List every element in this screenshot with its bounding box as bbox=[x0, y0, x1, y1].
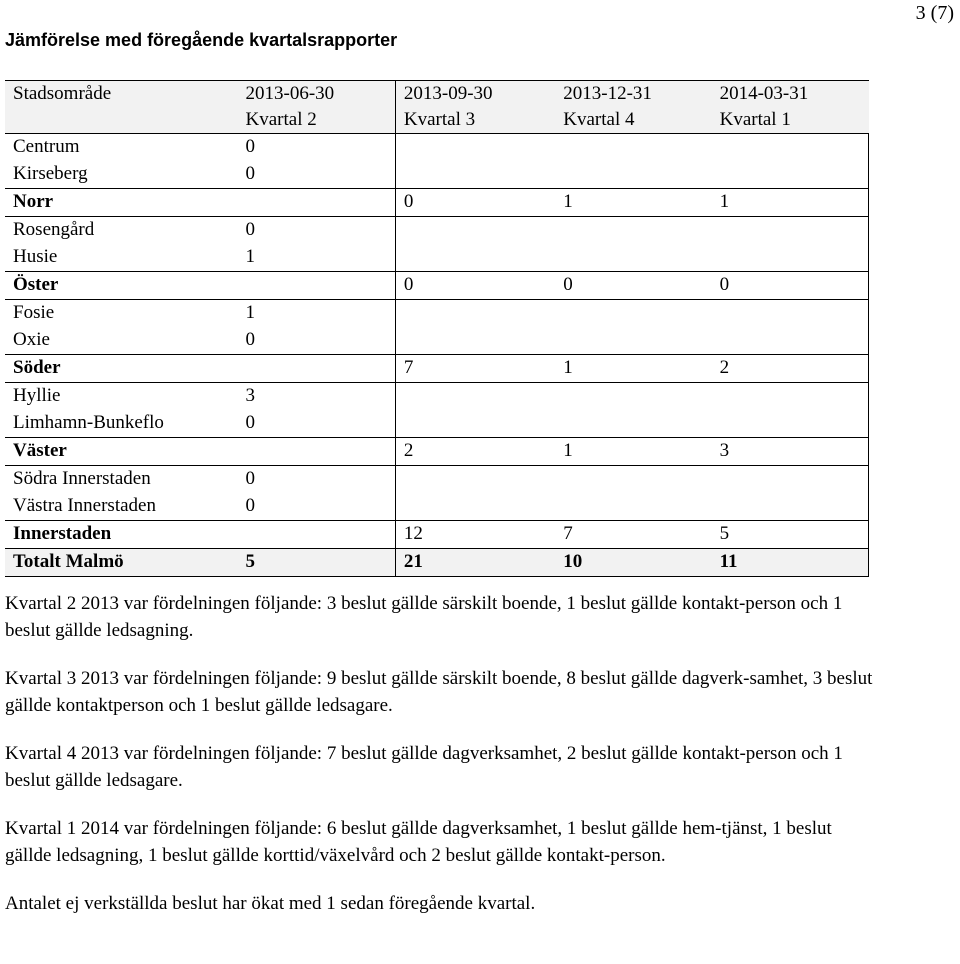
value-q2-2013: 0 bbox=[238, 493, 396, 521]
value-q3-2013: 12 bbox=[395, 521, 555, 549]
value-q2-2013: 1 bbox=[238, 300, 396, 328]
value-q2-2013: 0 bbox=[238, 410, 396, 438]
area-name: Innerstaden bbox=[5, 521, 238, 549]
table-row-district bbox=[5, 383, 869, 411]
value-q2-2013: 0 bbox=[238, 134, 396, 162]
column-header-label: Stadsområde bbox=[13, 83, 112, 104]
note-paragraph: Kvartal 3 2013 var fördelningen följande: 9 beslut gällde särskilt boende, 8 beslut gällde dagverk-samhet, 3 beslut gällde kontaktperson och 1 beslut gällde ledsagare. bbox=[5, 668, 873, 716]
table-row-district bbox=[5, 134, 869, 162]
total-q4-2013: 10 bbox=[555, 549, 711, 577]
value-q2-2013 bbox=[238, 521, 396, 549]
note-paragraph: Kvartal 4 2013 var fördelningen följande: 7 beslut gällde dagverksamhet, 2 beslut gällde kontakt-person och 1 beslut gällde ledsagare. bbox=[5, 743, 843, 791]
table-row-area bbox=[5, 272, 869, 300]
table-row-total bbox=[5, 549, 869, 577]
table-row-district bbox=[5, 466, 869, 494]
table-row-area bbox=[5, 521, 869, 549]
column-header-q1-2014 bbox=[712, 81, 869, 134]
table-header-row bbox=[5, 81, 869, 134]
district-name: Södra Innerstaden bbox=[13, 468, 151, 489]
area-name: Norr bbox=[5, 189, 238, 217]
value-q2-2013: 0 bbox=[238, 327, 396, 355]
total-q3-2013: 21 bbox=[395, 549, 555, 577]
total-q2-2013: 5 bbox=[238, 549, 396, 577]
value-q2-2013 bbox=[238, 438, 396, 466]
value-q1-2014: 5 bbox=[712, 521, 869, 549]
column-header-date: 2013-06-30 bbox=[245, 83, 335, 104]
column-header-q4-2013 bbox=[555, 81, 711, 134]
value-q3-2013: 7 bbox=[395, 355, 555, 383]
note-paragraph: Kvartal 1 2014 var fördelningen följande: 6 beslut gällde dagverksamhet, 1 beslut gällde hem-tjänst, 1 beslut gällde ledsagning, 1 beslut gällde korttid/växelvård och 2 beslut gällde kontakt-person. bbox=[5, 818, 832, 866]
column-header-quarter: Kvartal 1 bbox=[719, 109, 791, 130]
column-header-quarter: Kvartal 4 bbox=[563, 109, 635, 130]
table-row-area bbox=[5, 438, 869, 466]
value-q4-2013: 7 bbox=[555, 521, 711, 549]
district-name: Rosengård bbox=[13, 219, 95, 240]
value-q2-2013: 0 bbox=[238, 466, 396, 494]
district-name: Centrum bbox=[13, 136, 80, 157]
value-q2-2013: 0 bbox=[238, 161, 396, 189]
total-q1-2014: 11 bbox=[712, 549, 869, 577]
empty-merged-cell bbox=[395, 300, 868, 355]
value-q1-2014: 3 bbox=[712, 438, 869, 466]
table-body bbox=[5, 134, 869, 577]
empty-merged-cell bbox=[395, 383, 868, 438]
value-q4-2013: 1 bbox=[555, 438, 711, 466]
column-header-date: 2013-09-30 bbox=[403, 83, 493, 104]
value-q3-2013: 0 bbox=[395, 189, 555, 217]
value-q2-2013 bbox=[238, 355, 396, 383]
value-q2-2013 bbox=[238, 189, 396, 217]
empty-merged-cell bbox=[395, 134, 868, 189]
column-header-area bbox=[5, 81, 238, 134]
column-header-date: 2013-12-31 bbox=[563, 83, 652, 104]
value-q4-2013: 1 bbox=[555, 355, 711, 383]
district-name: Västra Innerstaden bbox=[13, 495, 156, 516]
district-name: Fosie bbox=[13, 302, 55, 323]
value-q2-2013: 0 bbox=[238, 217, 396, 245]
comparison-table bbox=[5, 80, 869, 577]
column-header-date: 2014-03-31 bbox=[719, 83, 809, 104]
page-number: 3 (7) bbox=[915, 2, 954, 24]
area-name: Öster bbox=[5, 272, 238, 300]
column-header-quarter: Kvartal 3 bbox=[403, 109, 476, 130]
empty-merged-cell bbox=[395, 466, 868, 521]
empty-merged-cell bbox=[395, 217, 868, 272]
value-q1-2014: 2 bbox=[712, 355, 869, 383]
column-header-q2-2013 bbox=[238, 81, 396, 134]
total-label: Totalt Malmö bbox=[5, 549, 238, 577]
district-name: Oxie bbox=[13, 329, 50, 350]
column-header-quarter: Kvartal 2 bbox=[245, 109, 317, 130]
table-row-area bbox=[5, 355, 869, 383]
district-name: Husie bbox=[13, 246, 58, 267]
area-name: Väster bbox=[5, 438, 238, 466]
value-q3-2013: 0 bbox=[395, 272, 555, 300]
table-row-area bbox=[5, 189, 869, 217]
table-row-district bbox=[5, 217, 869, 245]
column-header-q3-2013 bbox=[395, 81, 555, 134]
district-name: Kirseberg bbox=[13, 163, 88, 184]
value-q2-2013: 3 bbox=[238, 383, 396, 411]
value-q1-2014: 1 bbox=[712, 189, 869, 217]
value-q4-2013: 0 bbox=[555, 272, 711, 300]
value-q4-2013: 1 bbox=[555, 189, 711, 217]
section-heading: Jämförelse med föregående kvartalsrapporter bbox=[5, 30, 398, 50]
note-paragraph: Kvartal 2 2013 var fördelningen följande: 3 beslut gällde särskilt boende, 1 beslut gällde kontakt-person och 1 beslut gällde ledsagning. bbox=[5, 593, 843, 641]
district-name: Limhamn-Bunkeflo bbox=[13, 412, 164, 433]
notes-section bbox=[5, 590, 880, 938]
value-q1-2014: 0 bbox=[712, 272, 869, 300]
value-q2-2013 bbox=[238, 272, 396, 300]
value-q2-2013: 1 bbox=[238, 244, 396, 272]
note-paragraph: Antalet ej verkställda beslut har ökat med 1 sedan föregående kvartal. bbox=[5, 893, 536, 914]
area-name: Söder bbox=[5, 355, 238, 383]
table-row-district bbox=[5, 300, 869, 328]
district-name: Hyllie bbox=[13, 385, 61, 406]
value-q3-2013: 2 bbox=[395, 438, 555, 466]
